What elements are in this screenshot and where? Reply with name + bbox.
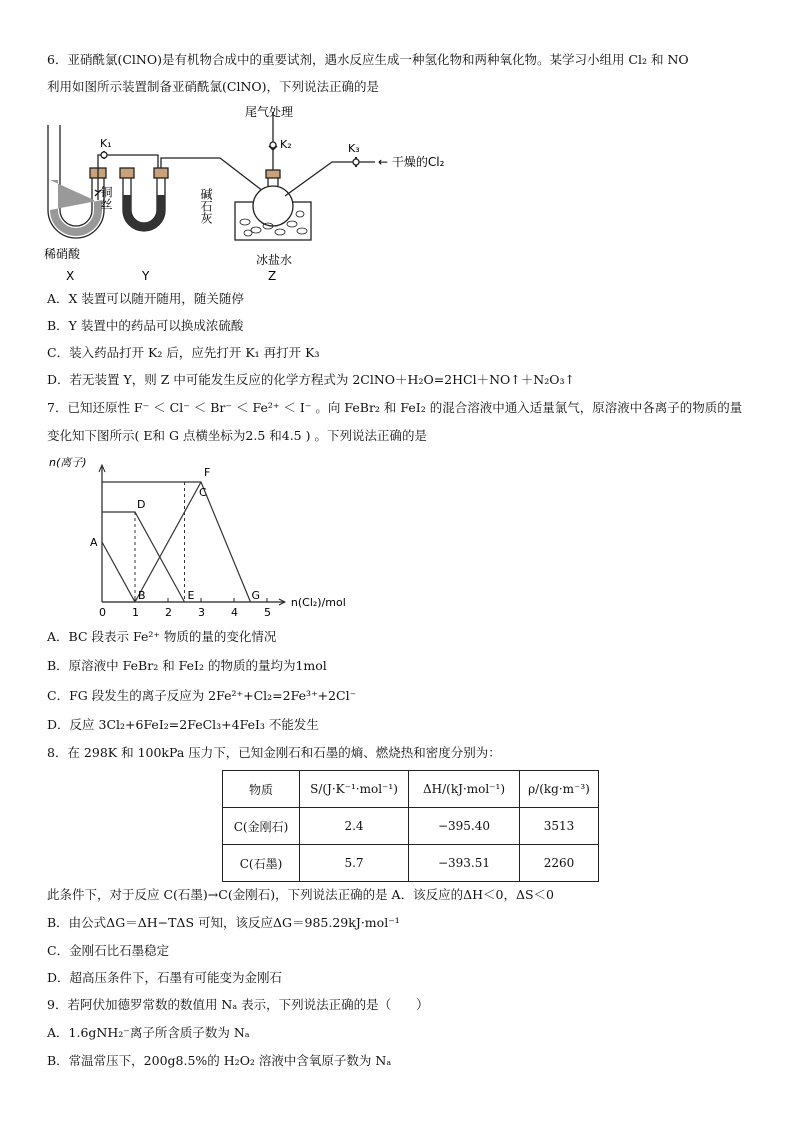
x-tick-label: 2: [165, 606, 172, 619]
copper-label: 铜丝: [99, 186, 113, 210]
ion-amount-chart: [45, 452, 385, 622]
point-label: D: [137, 498, 146, 511]
q6-option-b: B．Y 装置中的药品可以换成浓硫酸: [47, 318, 244, 333]
label-y: Y: [142, 269, 150, 283]
dry-cl2-label: ← 干燥的Cl₂: [378, 155, 445, 169]
point-label: F: [204, 466, 211, 479]
q7-stem-line2: 变化知下图所示( E和 G 点横坐标为2.5 和4.5 ) 。下列说法正确的是: [47, 428, 427, 443]
q7-option-a: A．BC 段表示 Fe²⁺ 物质的量的变化情况: [47, 629, 277, 644]
table-header-cell: S/(J·K⁻¹·mol⁻¹): [300, 771, 409, 808]
x-axis-label: n(Cl₂)/mol: [290, 596, 346, 609]
point-label: A: [90, 536, 98, 549]
x-tick-label: 1: [132, 606, 139, 619]
series-line: [102, 482, 251, 602]
table-cell: 2.4: [300, 808, 409, 845]
q7-option-c: C．FG 段发生的离子反应为 2Fe²⁺+Cl₂=2Fe³⁺+2Cl⁻: [47, 688, 357, 703]
table-row: [223, 845, 599, 882]
x-tick-label: 4: [231, 606, 238, 619]
q8-option-c: C．金刚石比石墨稳定: [47, 943, 170, 958]
point-label: G: [251, 589, 261, 602]
q7-option-b: B．原溶液中 FeBr₂ 和 FeI₂ 的物质的量均为1mol: [47, 658, 327, 673]
table-cell: C(石墨): [223, 845, 300, 882]
q6-option-c: C．装入药品打开 K₂ 后，应先打开 K₁ 再打开 K₃: [47, 345, 320, 360]
table-cell: −395.40: [409, 808, 520, 845]
x-tick-label: 0: [99, 606, 106, 619]
properties-table: [222, 770, 599, 882]
q6-stem-line1: 6．亚硝酰氯(ClNO)是有机物合成中的重要试剂，遇水反应生成一种氢化物和两种氧化物。某学习小组用 Cl₂ 和 NO: [47, 52, 689, 67]
k1-label: K₁: [100, 137, 112, 150]
q9-stem: 9．若阿伏加德罗常数的数值用 Nₐ 表示，下列说法正确的是（ ）: [47, 997, 429, 1012]
table-header-row: [223, 771, 599, 808]
q7-stem-line1: 7．已知还原性 F⁻ ＜ Cl⁻ ＜ Br⁻ ＜ Fe²⁺ ＜ I⁻ 。向 FeBr₂ 和 FeI₂ 的混合溶液中通入适量氯气，原溶液中各离子的物质的量: [47, 400, 743, 415]
x-tick-label: 3: [198, 606, 205, 619]
q6-stem-line2: 利用如图所示装置制备亚硝酰氯(ClNO)，下列说法正确的是: [47, 79, 380, 94]
exhaust-label: 尾气处理: [245, 105, 294, 119]
table-cell: 5.7: [300, 845, 409, 882]
point-label: C: [199, 486, 207, 499]
dilute-acid-label: 稀硝酸: [44, 247, 81, 261]
table-header-cell: 物质: [223, 771, 300, 808]
soda-lime-label: 碱石灰: [199, 188, 213, 224]
table-cell: 3513: [520, 808, 599, 845]
table-header-cell: ρ/(kg·m⁻³): [520, 771, 599, 808]
table-cell: C(金刚石): [223, 808, 300, 845]
k3-label: K₃: [348, 142, 360, 155]
table-cell: 2260: [520, 845, 599, 882]
table-cell: −393.51: [409, 845, 520, 882]
series-line: [102, 542, 135, 602]
q8-option-b: B．由公式ΔG＝ΔH−TΔS 可知，该反应ΔG＝985.29kJ·mol⁻¹: [47, 915, 400, 930]
label-z: Z: [268, 269, 277, 283]
table-header-cell: ΔH/(kJ·mol⁻¹): [409, 771, 520, 808]
ice-water-label: 冰盐水: [256, 253, 293, 267]
k2-label: K₂: [280, 138, 292, 151]
table-row: [223, 808, 599, 845]
apparatus-figure: [40, 100, 500, 290]
q6-option-a: A．X 装置可以随开随用，随关随停: [47, 291, 244, 306]
q9-option-a: A．1.6gNH₂⁻离子所含质子数为 Nₐ: [47, 1025, 250, 1040]
q8-option-d: D．超高压条件下，石墨有可能变为金刚石: [47, 970, 283, 985]
q8-stem: 8．在 298K 和 100kPa 压力下，已知金刚石和石墨的熵、燃烧热和密度分别为：: [47, 745, 501, 760]
point-label: E: [187, 589, 195, 602]
q8-after-table: 此条件下，对于反应 C(石墨)→C(金刚石)，下列说法正确的是 A．该反应的ΔH＜0，ΔS＜0: [47, 887, 555, 902]
point-label: B: [138, 589, 146, 602]
q9-option-b: B．常温常压下，200g8.5%的 H₂O₂ 溶液中含氧原子数为 Nₐ: [47, 1053, 392, 1068]
y-axis-label: n(离子): [49, 456, 87, 469]
q6-option-d: D．若无装置 Y，则 Z 中可能发生反应的化学方程式为 2ClNO＋H₂O=2HCl＋NO↑＋N₂O₃↑: [47, 372, 575, 387]
label-x: X: [66, 269, 75, 283]
q7-option-d: D．反应 3Cl₂+6FeI₂=2FeCl₃+4FeI₃ 不能发生: [47, 717, 319, 732]
x-tick-label: 5: [264, 606, 271, 619]
